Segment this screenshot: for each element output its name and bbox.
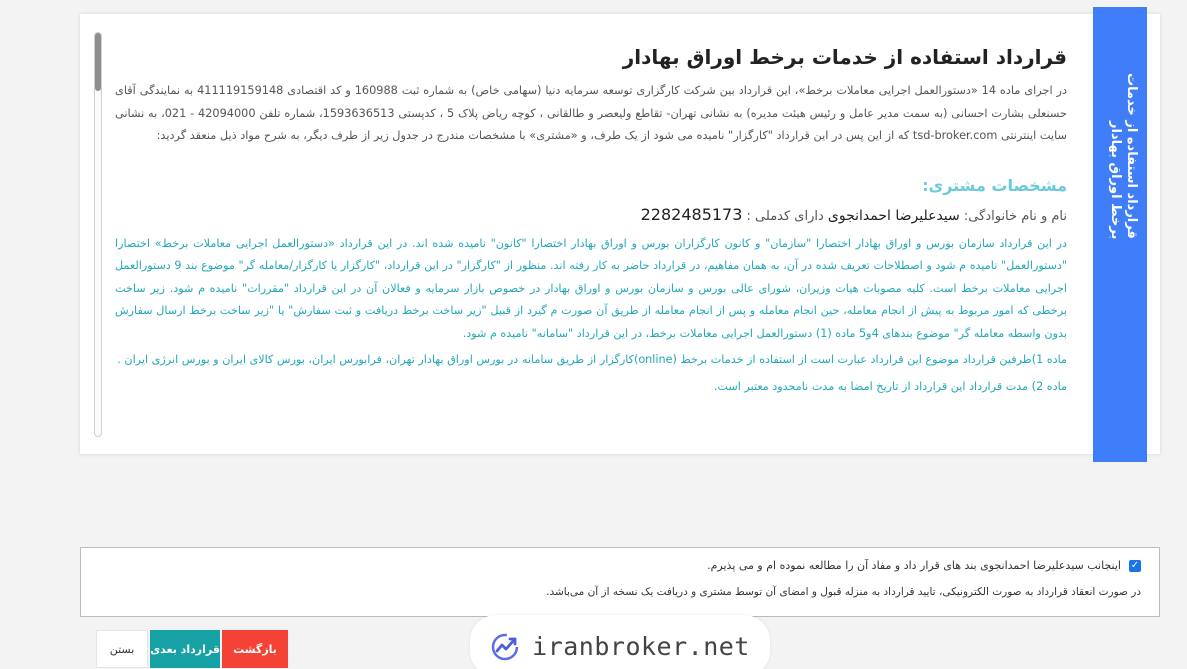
chart-arrow-logo-icon (490, 630, 522, 662)
customer-info (115, 203, 1067, 229)
contract-body: در این قرارداد سازمان بورس و اوراق بهادار اختصارا "سازمان" و کانون کارگزاران بورس و اوراق بهادار اختصارا "کانون" نامیده شده اند. در این قرارداد «دستورالعمل اجرایی معاملات برخط» اختصارا "دستورالعمل" نامیده م شود و اصطلاحات تعریف شده در آن، به همان مفاهیم، در قرارداد حاضر به کار رفته اند. منظور از "کارگزار" در این قرارداد، "کارگزار یا کارگزار/معامله گر" موضوع بند 9 دستورالعمل اجرایی معاملات برخط است. کلیه مصوبات هیات وزیران، شورای عالی بورس و سازمان بورس و اوراق بهادار در خصوص بازار سرمایه و فعالان آن در این قرارداد "مقررات" نامیده م شود. زیر ساخت برخطی که امور مربوط به پیش از انجام معامله، حین انجام معامله و پس از انجام معامله از طریق آن صورت م گیرد از قبیل "زیر ساخت برخط دریافت و ثبت سفارش" یا "زیر ساخت برخط ارسال سفارش بدون واسطه معامله گر" موضوع بندهای 4و5 ماده (1) دستورالعمل اجرایی معاملات برخط، در این قرارداد "سامانه" نامیده م شود. (115, 236, 1067, 340)
contract-title: قرارداد استفاده از خدمات برخط اوراق بهادار (622, 45, 1067, 69)
customer-name: سیدعلیرضا احمدانجوی (827, 207, 960, 224)
contract-side-tab[interactable] (1093, 7, 1147, 462)
contract-intro: در اجرای ماده 14 «دستورالعمل اجرایی معاملات برخط»، این قرارداد بین شرکت کارگزاری توسعه سرمایه دنیا (سهامی خاص) به شماره ثبت 160988 و کد اقتصادی 411119159148 به نمایندگی آقای حسنعلی بشارت احسانی (به سمت مدیر عامل و رئیس هیئت مدیره) به نشانی تهران- تقاطع ولیعصر و طالقانی ، کوچه ریاض پلاک 5 ، کدپستی 1593636513، شماره تلفن 42094000 - 021، به نشانی سایت اینترنتی tsd-broker.com که از این پس در این قرارداد "کارگزار" نامیده می شود از یک طرف، و «مشتری» با مشخصات مندرج در جدول زیر از طرف دیگر، به شرح مواد ذیل منعقد گردید: (115, 84, 1067, 142)
next-contract-button[interactable]: قرارداد بعدی (150, 630, 220, 668)
contract-article-1: ماده 1)طرفین قرارداد موضوع این قرارداد عبارت است از استفاده از خدمات برخط (online)کارگزار از طریق سامانه در بورس اوراق بهادار تهران، فرابورس ایران، بورس کالای ایران و بورس انرژی ایران . (117, 353, 1067, 366)
acceptance-notice: در صورت انعقاد قرارداد به صورت الکترونیکی، تایید قرارداد به منزله قبول و امضای آن توسط مشتری و دریافت یک نسخه از آن می‌باشد. (546, 586, 1141, 598)
back-button[interactable]: بازگشت (222, 630, 288, 668)
contract-scrollbar[interactable] (94, 32, 102, 437)
national-code-label: دارای کدملی : (746, 208, 824, 224)
acceptance-row[interactable] (707, 559, 1141, 572)
side-tab-label: قرارداد استفاده از خدمات برخط اوراق بهادار (1108, 73, 1139, 239)
watermark-text: iranbroker.net (532, 631, 750, 661)
national-code: 2282485173 (640, 204, 743, 224)
close-button[interactable]: بستن (96, 630, 148, 668)
contract-article-2: ماده 2) مدت قرارداد این قرارداد از تاریخ امضا به مدت نامحدود معتبر است. (713, 379, 1067, 393)
acceptance-box (80, 547, 1160, 617)
accept-checkbox[interactable]: ✓ (1130, 559, 1140, 571)
name-label: نام و نام خانوادگی: (963, 208, 1067, 224)
scrollbar-thumb[interactable] (95, 33, 101, 91)
accept-label[interactable]: اینجانب سیدعلیرضا احمدانجوی بند های قرار داد و مفاد آن را مطالعه نموده ام و می پذیرم. (707, 559, 1121, 572)
contract-text-area[interactable] (115, 30, 1067, 438)
iranbroker-watermark (470, 615, 770, 669)
customer-section-heading: مشخصات مشتری: (922, 175, 1067, 195)
